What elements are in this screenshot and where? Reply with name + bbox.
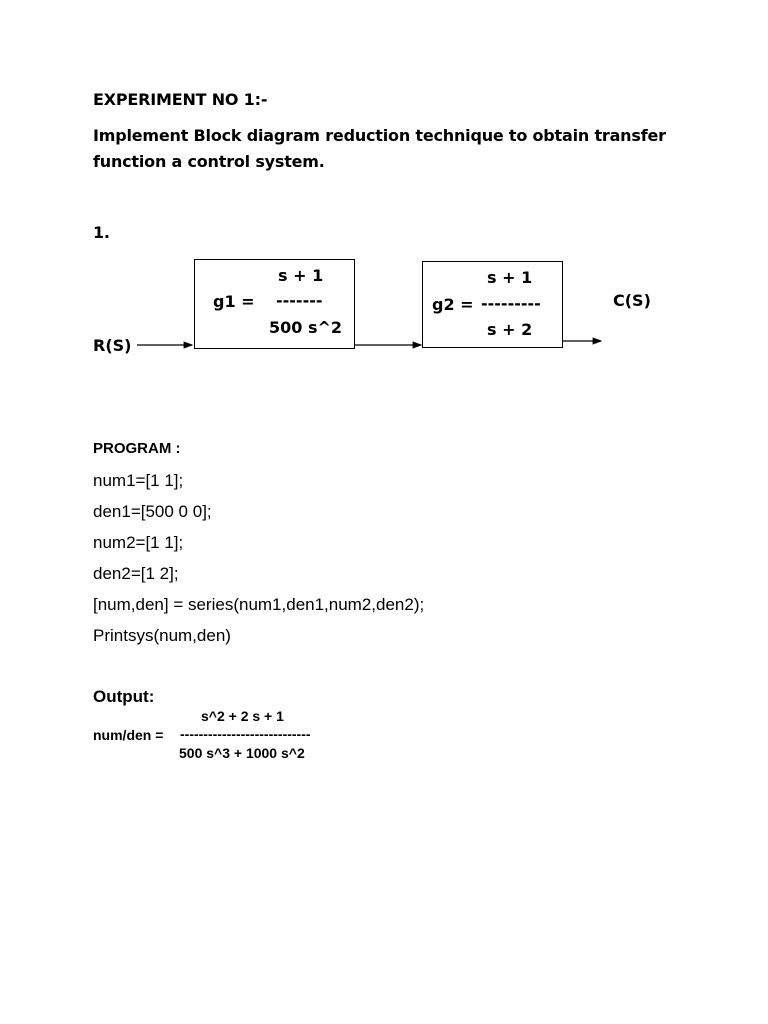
g2-denominator: s + 2 [487,320,533,339]
output-title: Output: [93,687,155,706]
input-label: R(S) [93,336,132,355]
g1-name: g1 = [213,292,255,311]
output-label: num/den = [93,727,164,743]
g1-fraction-bar: ------- [276,291,323,310]
program-line-1: num1=[1 1]; [93,471,184,490]
g2-numerator: s + 1 [487,268,533,287]
block-g2 [422,261,563,348]
g1-denominator: 500 s^2 [269,318,343,337]
g2-fraction-bar: --------- [481,294,541,313]
program-line-2: den1=[500 0 0]; [93,502,212,521]
g1-numerator: s + 1 [278,266,324,285]
aim-line-2: function a control system. [93,152,325,171]
g2-name: g2 = [432,295,474,314]
block-g1 [194,259,355,349]
output-label: C(S) [613,291,651,310]
program-line-6: Printsys(num,den) [93,626,231,645]
program-line-3: num2=[1 1]; [93,533,184,552]
program-line-5: [num,den] = series(num1,den1,num2,den2); [93,595,425,614]
section-number: 1. [93,223,110,242]
aim-line-1: Implement Block diagram reduction technique to obtain transfer [93,126,666,145]
output-numerator: s^2 + 2 s + 1 [201,708,284,724]
program-title: PROGRAM : [93,440,181,457]
output-denominator: 500 s^3 + 1000 s^2 [179,745,305,761]
output-fraction-bar: ---------------------------- [180,726,311,742]
experiment-title: EXPERIMENT NO 1:- [93,90,268,109]
program-line-4: den2=[1 2]; [93,564,179,583]
